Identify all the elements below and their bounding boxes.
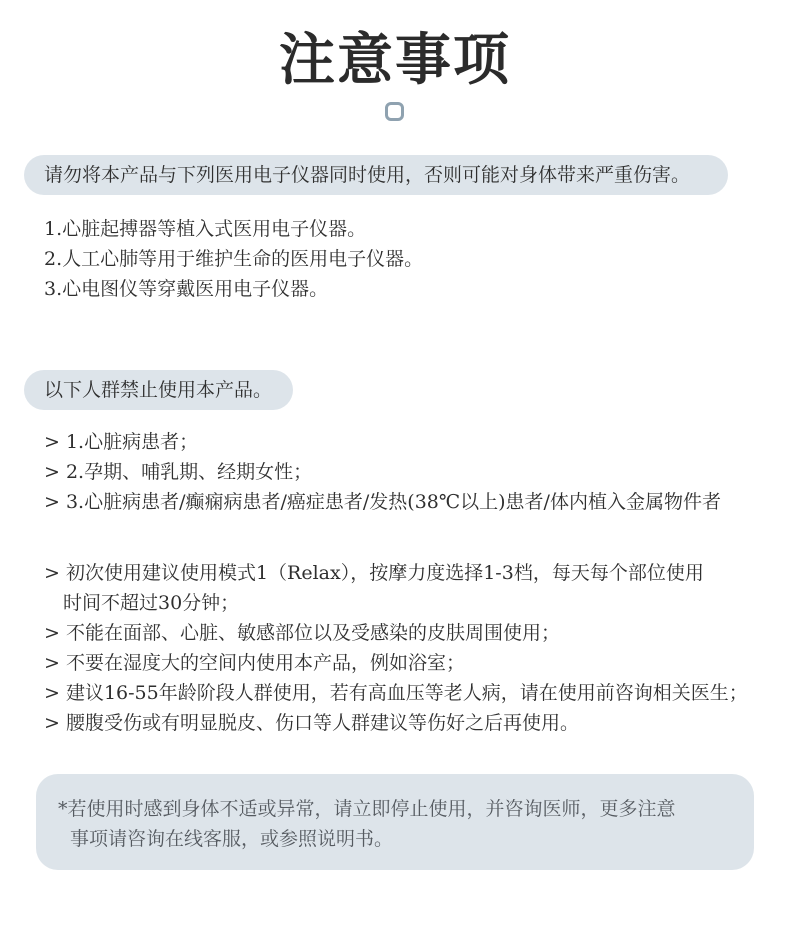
section1-list bbox=[44, 214, 423, 304]
list-item: > 建议16-55年龄阶段人群使用，若有高血压等老人病，请在使用前咨询相关医生； bbox=[44, 682, 748, 704]
section1-heading: 请勿将本产品与下列医用电子仪器同时使用，否则可能对身体带来严重伤害。 bbox=[24, 155, 728, 195]
list-item-line: > 初次使用建议使用模式1（Relax），按摩力度选择1-3档，每天每个部位使用 bbox=[44, 562, 704, 584]
note-box bbox=[36, 774, 754, 870]
list-item bbox=[44, 558, 764, 618]
list-item: > 腰腹受伤或有明显脱皮、伤口等人群建议等伤好之后再使用。 bbox=[44, 712, 579, 734]
note-line-1: *若使用时感到身体不适或异常，请立即停止使用，并咨询医师，更多注意 bbox=[58, 798, 676, 820]
list-item: 3.心电图仪等穿戴医用电子仪器。 bbox=[44, 278, 329, 300]
list-item: > 3.心脏病患者/癫痫病患者/癌症患者/发热(38℃以上)患者/体内植入金属物件者 bbox=[44, 491, 721, 513]
list-item: > 2.孕期、哺乳期、经期女性； bbox=[44, 461, 313, 483]
section2-list bbox=[44, 427, 721, 517]
section2-heading: 以下人群禁止使用本产品。 bbox=[24, 370, 293, 410]
list-item: > 不能在面部、心脏、敏感部位以及受感染的皮肤周围使用； bbox=[44, 622, 560, 644]
list-item: 2.人工心肺等用于维护生命的医用电子仪器。 bbox=[44, 248, 424, 270]
list-item-continuation: 时间不超过30分钟； bbox=[63, 592, 240, 614]
ring-decoration-icon bbox=[385, 102, 404, 121]
note-line-2: 事项请咨询在线客服，或参照说明书。 bbox=[70, 828, 394, 850]
list-item: > 1.心脏病患者； bbox=[44, 431, 199, 453]
page-title: 注意事项 bbox=[279, 27, 511, 93]
section3-list bbox=[44, 558, 764, 738]
list-item: > 不要在湿度大的空间内使用本产品，例如浴室； bbox=[44, 652, 465, 674]
list-item: 1.心脏起搏器等植入式医用电子仪器。 bbox=[44, 218, 367, 240]
